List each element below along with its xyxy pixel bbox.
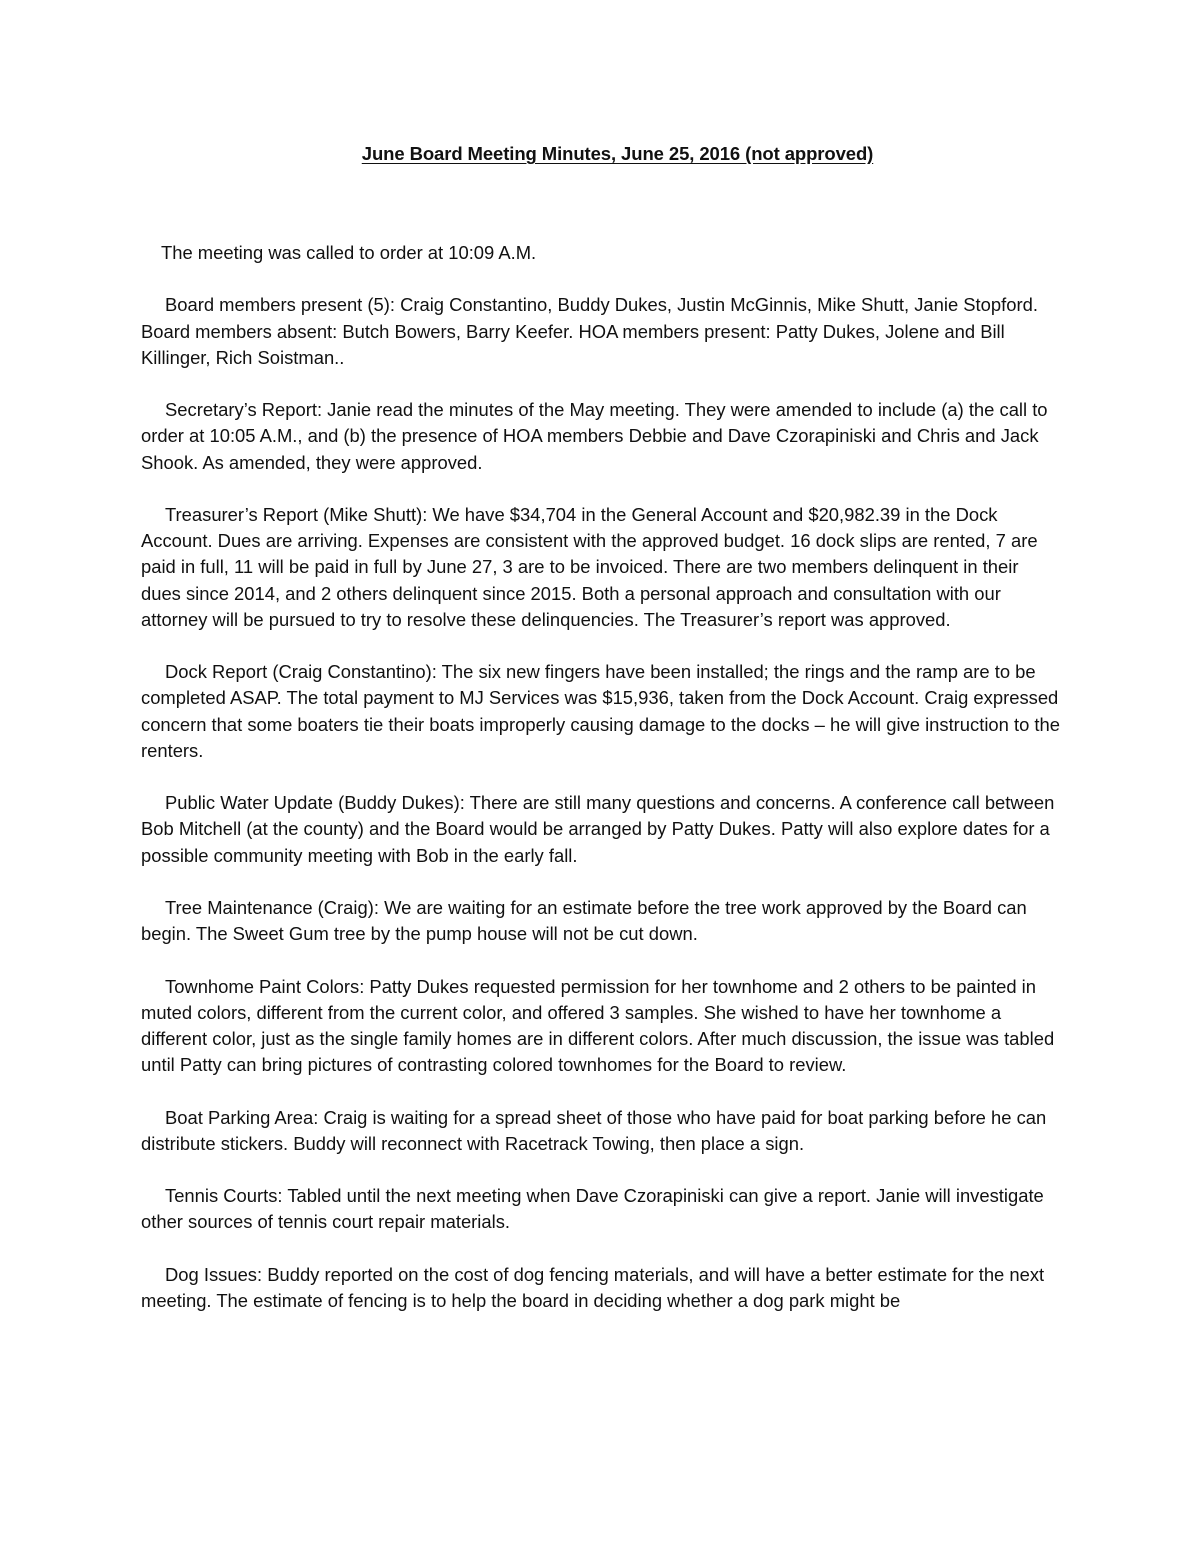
- paragraph-dog-issues: Dog Issues: Buddy reported on the cost of dog fencing materials, and will have a better estimate for the next meeting. The estimate of fencing is to help the board in deciding whether a dog park might be: [141, 1263, 1045, 1311]
- document-title: June Board Meeting Minutes, June 25, 2016 (not approved): [361, 143, 874, 164]
- paragraph-attendance: Board members present (5): Craig Constantino, Buddy Dukes, Justin McGinnis, Mike Shutt, Janie Stopford. Board members absent: Butch Bowers, Barry Keefer. HOA members present: Patty Dukes, Jolene and Bill Killinger, Rich Soistman..: [141, 294, 1038, 368]
- paragraph-treasurer-report: Treasurer’s Report (Mike Shutt): We have $34,704 in the General Account and $20,982.39 in the Dock Account. Dues are arriving. Expenses are consistent with the approved budget. 16 dock slips are rented, 7 are paid in full, 11 will be paid in full by June 27, 3 are to be invoiced. There are two members delinquent in their dues since 2014, and 2 others delinquent since 2015. Both a personal approach and consultation with our attorney will be pursued to try to resolve these delinquencies. The Treasurer’s report was approved.: [141, 503, 1038, 630]
- paragraph-call-to-order: The meeting was called to order at 10:09 A.M.: [161, 242, 537, 263]
- paragraph-townhome-paint-colors: Townhome Paint Colors: Patty Dukes requested permission for her townhome and 2 others to be painted in muted colors, different from the current color, and offered 3 samples. She wished to have her townhome a different color, just as the single family homes are in different colors. After much discussion, the issue was tabled until Patty can bring pictures of contrasting colored townhomes for the Board to review.: [141, 975, 1055, 1076]
- paragraph-dock-report: Dock Report (Craig Constantino): The six new fingers have been installed; the rings and the ramp are to be completed ASAP. The total payment to MJ Services was $15,936, taken from the Dock Account. Craig expressed concern that some boaters tie their boats improperly causing damage to the docks – he will give instruction to the renters.: [141, 661, 1061, 761]
- paragraph-secretary-report: Secretary’s Report: Janie read the minutes of the May meeting. They were amended to include (a) the call to order at 10:05 A.M., and (b) the presence of HOA members Debbie and Dave Czorapiniski and Chris and Jack Shook. As amended, they were approved.: [141, 399, 1048, 473]
- paragraph-tree-maintenance: Tree Maintenance (Craig): We are waiting for an estimate before the tree work approved by the Board can begin. The Sweet Gum tree by the pump house will not be cut down.: [141, 896, 1027, 945]
- paragraph-boat-parking-area: Boat Parking Area: Craig is waiting for a spread sheet of those who have paid for boat parking before he can distribute stickers. Buddy will reconnect with Racetrack Towing, then place a sign.: [141, 1106, 1047, 1154]
- document-body: [141, 240, 1061, 1340]
- paragraph-tennis-courts: Tennis Courts: Tabled until the next meeting when Dave Czorapiniski can give a report. Janie will investigate other sources of tennis court repair materials.: [141, 1185, 1044, 1233]
- paragraph-public-water-update: Public Water Update (Buddy Dukes): There are still many questions and concerns. A conference call between Bob Mitchell (at the county) and the Board would be arranged by Patty Dukes. Patty will also explore dates for a possible community meeting with Bob in the early fall.: [141, 792, 1055, 866]
